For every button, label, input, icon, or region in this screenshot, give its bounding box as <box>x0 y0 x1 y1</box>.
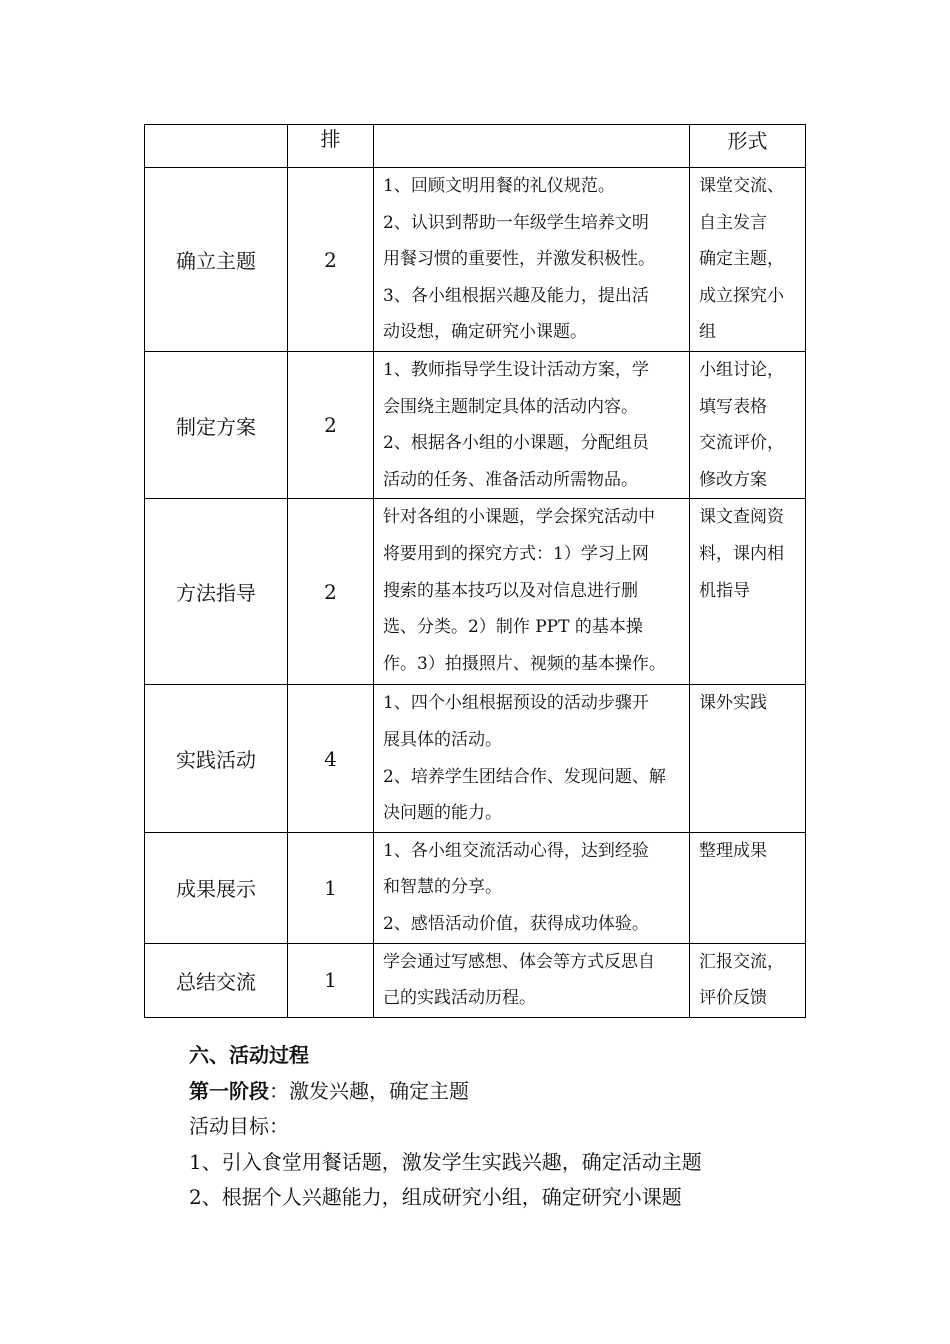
hours-cell: 4 <box>288 685 374 832</box>
phase-line <box>189 1074 829 1110</box>
form-line: 机指导 <box>699 580 750 601</box>
form-line: 组 <box>699 322 716 343</box>
stage-cell: 总结交流 <box>145 943 288 1017</box>
header-stage-cell <box>145 125 288 168</box>
goal-cell <box>374 685 690 832</box>
form-line: 课文查阅资 <box>699 507 784 528</box>
goal-line: 己的实践活动历程。 <box>383 988 536 1009</box>
table-row <box>145 832 806 943</box>
form-line: 小组讨论， <box>699 360 784 380</box>
form-line: 评价反馈 <box>699 988 767 1009</box>
form-line: 自主发言 <box>699 212 767 233</box>
goal-cell <box>374 168 690 352</box>
goal-line: 2、认识到帮助一年级学生培养文明 <box>383 212 649 233</box>
goals-label: 活动目标： <box>189 1114 289 1139</box>
goal-line: 作。3）拍摄照片、视频的基本操作。 <box>383 653 666 674</box>
goal-line: 和智慧的分享。 <box>383 877 502 898</box>
goal-line: 决问题的能力。 <box>383 803 502 824</box>
stage-cell: 成果展示 <box>145 832 288 943</box>
header-hours-text: 排 <box>320 127 341 151</box>
form-line: 交流评价， <box>699 433 784 454</box>
form-line: 修改方案 <box>699 469 767 490</box>
hours-cell: 1 <box>288 943 374 1017</box>
table-header-row <box>145 125 806 168</box>
goal-line: 针对各组的小课题，学会探究活动中 <box>383 507 655 528</box>
form-cell <box>690 499 806 685</box>
form-cell <box>690 832 806 943</box>
header-form-text: 形式 <box>727 129 768 153</box>
hours-cell: 2 <box>288 499 374 685</box>
stage-cell: 实践活动 <box>145 685 288 832</box>
goal-line: 1、回顾文明用餐的礼仪规范。 <box>383 176 615 196</box>
table-row <box>145 685 806 832</box>
activity-schedule-table <box>144 124 806 1018</box>
goal-line: 展具体的活动。 <box>383 729 502 750</box>
goal-cell <box>374 832 690 943</box>
header-hours-cell <box>288 125 374 168</box>
goal-cell <box>374 352 690 499</box>
stage-cell: 确立主题 <box>145 168 288 352</box>
table-row <box>145 499 806 685</box>
goal-line: 3、各小组根据兴趣及能力，提出活 <box>383 285 649 306</box>
stage-cell: 制定方案 <box>145 352 288 499</box>
goal-line: 活动的任务、准备活动所需物品。 <box>383 469 638 490</box>
goal-line: 1、教师指导学生设计活动方案，学 <box>383 360 649 380</box>
goal-line: 选、分类。2）制作 PPT 的基本操 <box>383 617 643 638</box>
form-line: 汇报交流， <box>699 951 784 972</box>
goal-line: 2、感悟活动价值，获得成功体验。 <box>383 913 649 934</box>
goal-line: 2、培养学生团结合作、发现问题、解 <box>383 766 666 787</box>
stage-cell: 方法指导 <box>145 499 288 685</box>
goal-cell <box>374 499 690 685</box>
goal-line: 1、各小组交流活动心得，达到经验 <box>383 840 649 861</box>
activity-process-section <box>189 1038 829 1216</box>
form-cell <box>690 943 806 1017</box>
phase-label: 第一阶段 <box>189 1078 269 1103</box>
form-line: 整理成果 <box>699 840 767 861</box>
goal-line: 将要用到的探究方式：1）学习上网 <box>383 543 649 564</box>
header-form-cell <box>690 125 806 168</box>
form-line: 确定主题， <box>699 249 784 270</box>
goal-line: 学会通过写感想、体会等方式反思自 <box>383 951 655 972</box>
hours-cell: 2 <box>288 168 374 352</box>
form-line: 课外实践 <box>699 693 767 714</box>
goal-line: 用餐习惯的重要性，并激发积极性。 <box>383 249 655 270</box>
phase-title: ：激发兴趣，确定主题 <box>269 1078 469 1103</box>
table-row <box>145 168 806 352</box>
section-heading: 六、活动过程 <box>189 1043 309 1067</box>
goal-line: 动设想，确定研究小课题。 <box>383 322 587 343</box>
form-cell <box>690 352 806 499</box>
goal-line: 2、根据各小组的小课题，分配组员 <box>383 433 649 454</box>
form-line: 成立探究小 <box>699 285 784 306</box>
form-cell <box>690 168 806 352</box>
form-cell <box>690 685 806 832</box>
goal-line: 搜索的基本技巧以及对信息进行删 <box>383 580 638 601</box>
goal-item: 1、引入食堂用餐话题，激发学生实践兴趣，确定活动主题 <box>189 1149 702 1174</box>
hours-cell: 2 <box>288 352 374 499</box>
goal-line: 1、四个小组根据预设的活动步骤开 <box>383 693 649 714</box>
form-line: 填写表格 <box>699 396 767 417</box>
hours-cell: 1 <box>288 832 374 943</box>
table-row <box>145 352 806 499</box>
goal-cell <box>374 943 690 1017</box>
form-line: 料，课内相 <box>699 543 784 564</box>
goal-item: 2、根据个人兴趣能力，组成研究小组，确定研究小课题 <box>189 1185 682 1210</box>
table-row <box>145 943 806 1017</box>
form-line: 课堂交流、 <box>699 176 784 196</box>
goal-line: 会围绕主题制定具体的活动内容。 <box>383 396 638 417</box>
header-goal-cell <box>374 125 690 168</box>
